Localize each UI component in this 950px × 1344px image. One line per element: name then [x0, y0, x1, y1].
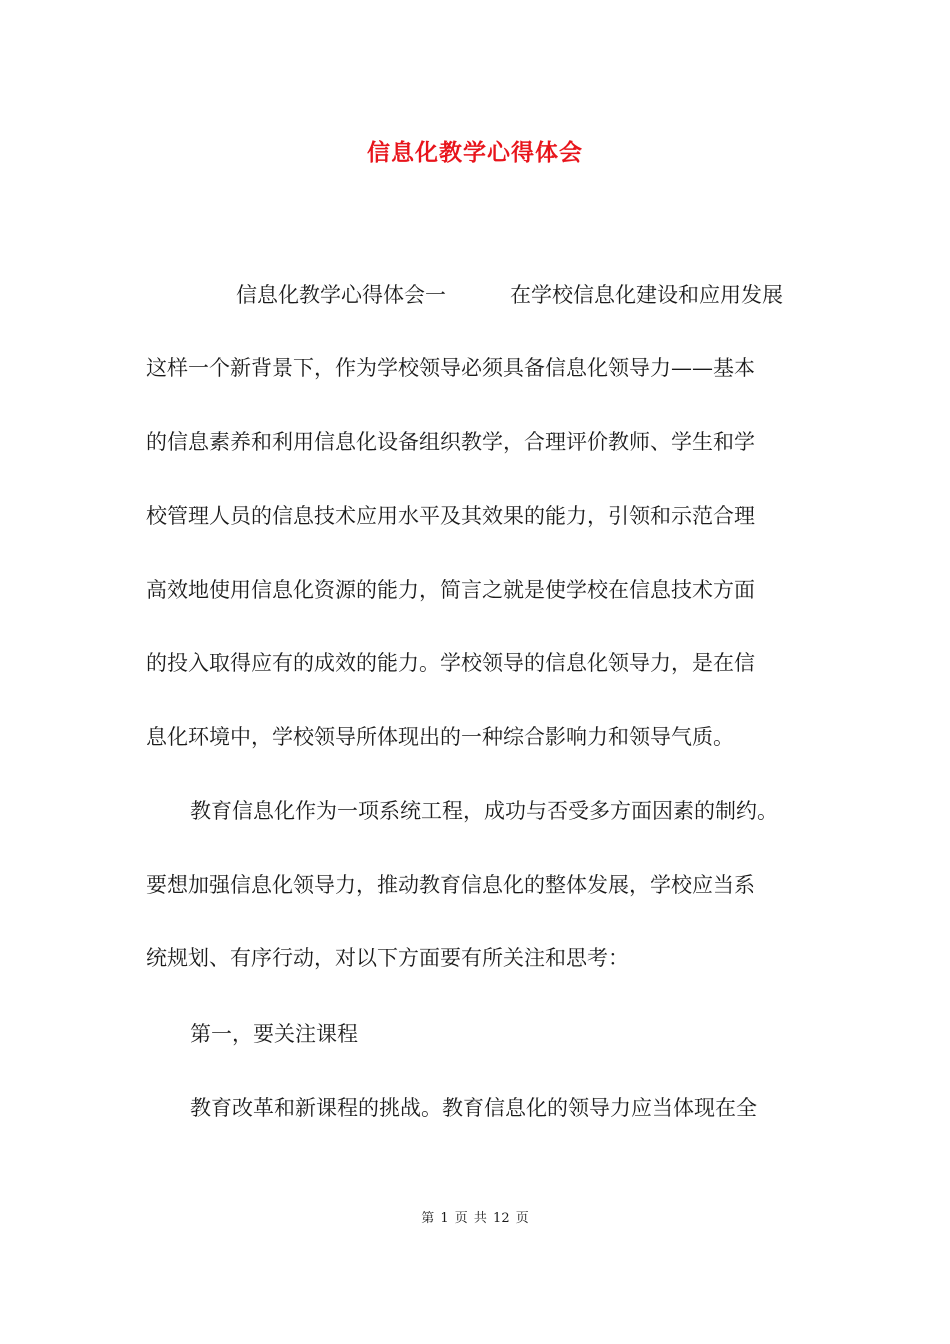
paragraph-line [236, 280, 916, 310]
paragraph-line: 教育改革和新课程的挑战。教育信息化的领导力应当体现在全 [190, 1096, 757, 1120]
paragraph-line: 的信息素养和利用信息化设备组织教学，合理评价教师、学生和学 [146, 430, 755, 454]
page-number: 第 1 页 共 12 页 [421, 1211, 529, 1226]
paragraph-text: 在学校信息化建设和应用发展 [510, 283, 783, 307]
paragraph-line: 高效地使用信息化资源的能力，简言之就是使学校在信息技术方面 [146, 578, 755, 602]
paragraph-line: 教育信息化作为一项系统工程，成功与否受多方面因素的制约。 [190, 799, 778, 823]
paragraph-line: 要想加强信息化领导力，推动教育信息化的整体发展，学校应当系 [146, 873, 755, 897]
paragraph-line: 息化环境中，学校领导所体现出的一种综合影响力和领导气质。 [146, 725, 734, 749]
paragraph-line: 校管理人员的信息技术应用水平及其效果的能力，引领和示范合理 [146, 504, 755, 528]
section-heading: 信息化教学心得体会一 [236, 283, 446, 307]
subsection-heading: 第一，要关注课程 [190, 1022, 358, 1046]
paragraph-line: 这样一个新背景下，作为学校领导必须具备信息化领导力——基本 [146, 356, 755, 380]
document-title: 信息化教学心得体会 [367, 139, 583, 166]
paragraph-line: 统规划、有序行动，对以下方面要有所关注和思考： [146, 946, 629, 970]
paragraph-line: 的投入取得应有的成效的能力。学校领导的信息化领导力，是在信 [146, 651, 755, 675]
